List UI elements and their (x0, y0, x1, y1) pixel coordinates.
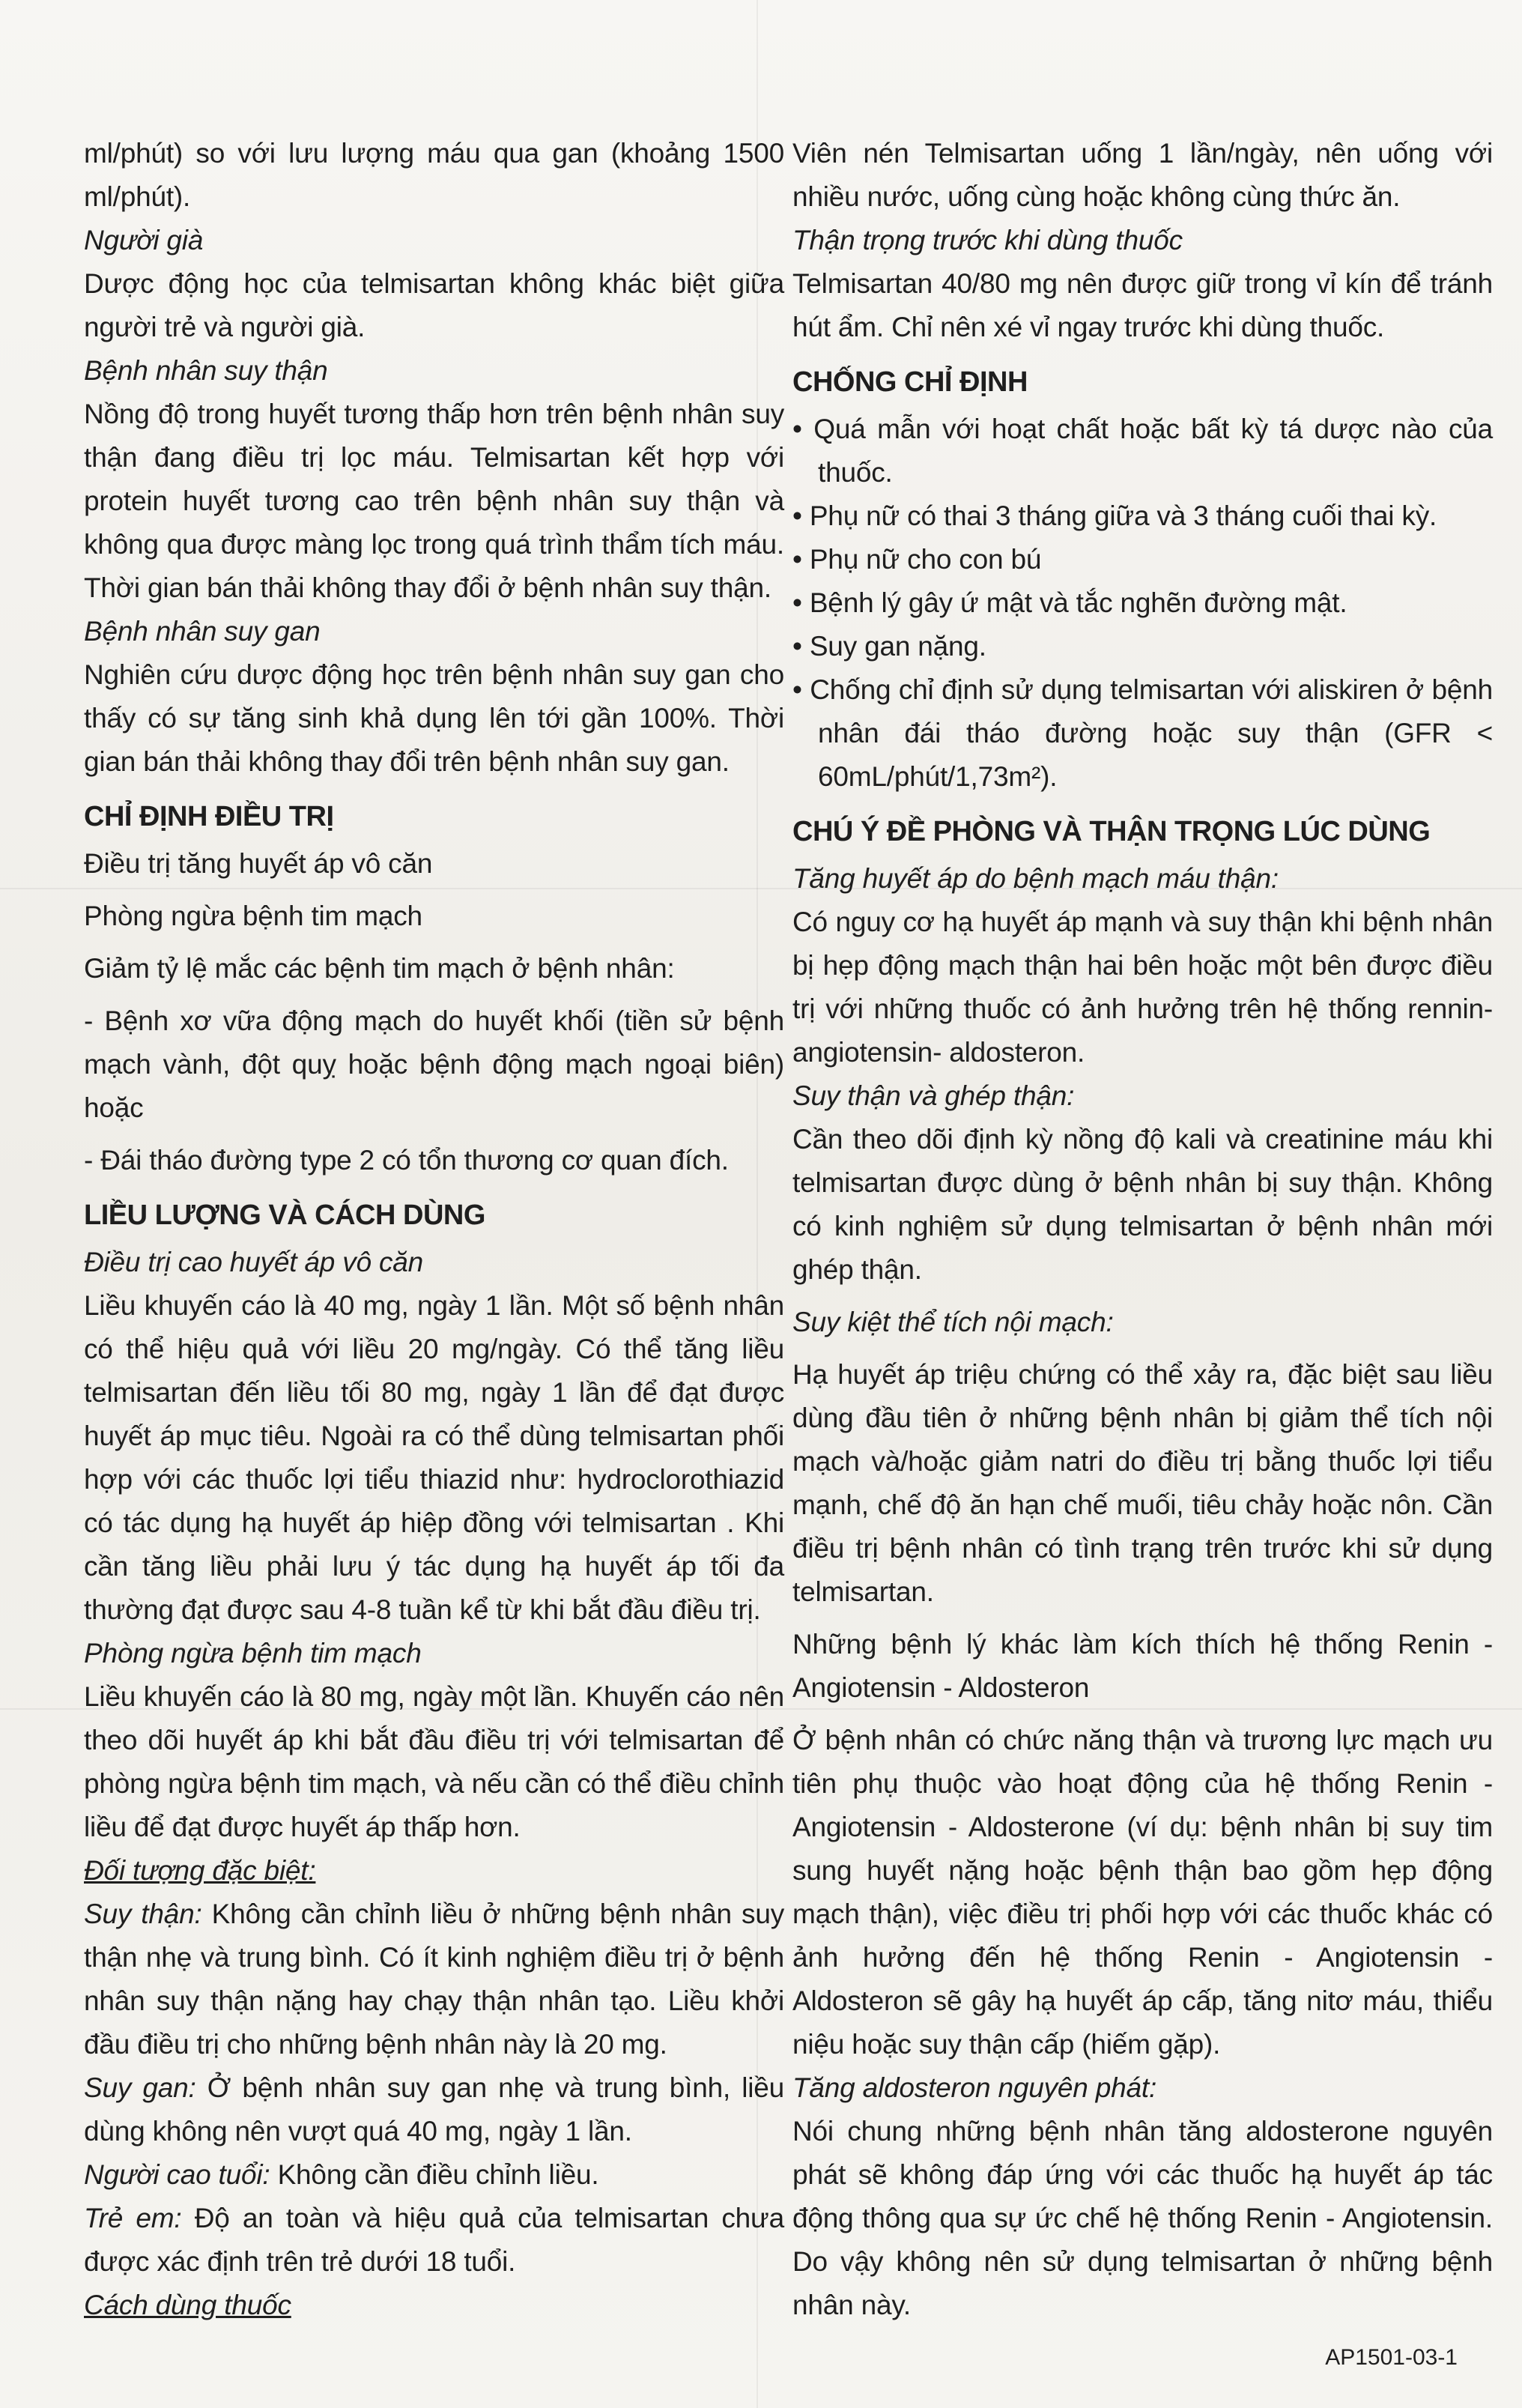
paragraph: Những bệnh lý khác làm kích thích hệ thống Renin - Angiotensin - Aldosteron (792, 1629, 1493, 1703)
paragraph: Cần theo dõi định kỳ nồng độ kali và creatinine máu khi telmisartan được dùng ở bệnh nhân bị suy thận. Không có kinh nghiệm sử dụng telmisartan ở bệnh nhân mới ghép thận. (792, 1124, 1493, 1285)
paragraph: Liều khuyến cáo là 80 mg, ngày một lần. Khuyến cáo nên theo dõi huyết áp khi bắt đầu điều trị với telmisartan để phòng ngừa bệnh tim mạch, và nếu cần có thể điều chỉnh liều để đạt được huyết áp thấp hơn. (84, 1681, 784, 1842)
left-column (84, 132, 784, 2327)
subheading-hepatic: Bệnh nhân suy gan (84, 616, 321, 647)
subheading-aldosteronism: Tăng aldosteron nguyên phát: (792, 2072, 1157, 2103)
paragraph: ml/phút) so với lưu lượng máu qua gan (khoảng 1500 ml/phút). (84, 138, 784, 212)
paragraph: Nồng độ trong huyết tương thấp hơn trên bệnh nhân suy thận đang điều trị lọc máu. Telmisartan kết hợp với protein huyết tương cao trên bệnh nhân suy thận và không qua được màng lọc trong quá trình thẩm tích máu. Thời gian bán thải không thay đổi ở bệnh nhân suy thận. (84, 399, 784, 603)
paragraph: Có nguy cơ hạ huyết áp mạnh và suy thận khi bệnh nhân bị hẹp động mạch thận hai bên hoặc một bên được điều trị với những thuốc có ảnh hưởng trên hệ thống rennin-angiotensin- aldosteron. (792, 907, 1493, 1068)
special-item: Người cao tuổi: Không cần điều chỉnh liều. (84, 2159, 599, 2190)
paragraph: Liều khuyến cáo là 40 mg, ngày 1 lần. Một số bệnh nhân có thể hiệu quả với liều 20 mg/ngày. Có thể tăng liều telmisartan đến liều tối 80 mg, ngày 1 lần để đạt được huyết áp mục tiêu. Ngoài ra có thể dùng telmisartan phối hợp với các thuốc lợi tiểu thiazid như: hydroclorothiazid có tác dụng hạ huyết áp hiệp đồng với telmisartan . Khi cần tăng liều phải lưu ý tác dụng hạ huyết áp tối đa thường đạt được sau 4-8 tuần kể từ khi bắt đầu điều trị. (84, 1290, 784, 1625)
contraindication-item: • Phụ nữ có thai 3 tháng giữa và 3 tháng cuối thai kỳ. (792, 500, 1437, 531)
subheading-volume-depletion: Suy kiệt thể tích nội mạch: (792, 1307, 1114, 1337)
indication-item: - Đái tháo đường type 2 có tổn thương cơ quan đích. (84, 1145, 729, 1176)
section-title-indications: CHỈ ĐỊNH ĐIỀU TRỊ (84, 801, 334, 832)
section-title-dosage: LIỀU LƯỢNG VÀ CÁCH DÙNG (84, 1200, 485, 1231)
special-item: Trẻ em: Độ an toàn và hiệu quả của telmisartan chưa được xác định trên trẻ dưới 18 tuổi. (84, 2203, 784, 2277)
right-column (792, 132, 1493, 2327)
document-code: AP1501-03-1 (1325, 2345, 1458, 2370)
subheading-special-populations: Đối tượng đặc biệt: (84, 1855, 316, 1886)
contraindication-item: • Chống chỉ định sử dụng telmisartan với aliskiren ở bệnh nhân đái tháo đường hoặc suy thận (GFR < 60mL/phút/1,73m²). (792, 674, 1493, 792)
indication-item: Phòng ngừa bệnh tim mạch (84, 901, 422, 931)
indication-item: - Bệnh xơ vữa động mạch do huyết khối (tiền sử bệnh mạch vành, đột quỵ hoặc bệnh động mạch ngoại biên) hoặc (84, 1005, 784, 1123)
subheading-precaution: Thận trọng trước khi dùng thuốc (792, 225, 1183, 255)
special-item: Suy gan: Ở bệnh nhân suy gan nhẹ và trung bình, liều dùng không nên vượt quá 40 mg, ngày 1 lần. (84, 2072, 784, 2147)
contraindication-item: • Quá mẫn với hoạt chất hoặc bất kỳ tá dược nào của thuốc. (792, 414, 1493, 488)
paragraph: Ở bệnh nhân có chức năng thận và trương lực mạch ưu tiên phụ thuộc vào hoạt động của hệ thống Renin - Angiotensin - Aldosterone (ví dụ: bệnh nhân bị suy tim sung huyết nặng hoặc bệnh thận bao gồm hẹp động mạch thận), việc điều trị phối hợp với các thuốc khác có ảnh hưởng đến hệ thống Renin - Angiotensin - Aldosteron sẽ gây hạ huyết áp cấp, tăng nitơ máu, thiểu niệu hoặc suy thận cấp (hiếm gặp). (792, 1725, 1493, 2060)
contraindication-item: • Bệnh lý gây ứ mật và tắc nghẽn đường mật. (792, 587, 1347, 618)
paragraph: Telmisartan 40/80 mg nên được giữ trong vỉ kín để tránh hút ẩm. Chỉ nên xé vỉ ngay trước khi dùng thuốc. (792, 268, 1493, 342)
paragraph: Viên nén Telmisartan uống 1 lần/ngày, nên uống với nhiều nước, uống cùng hoặc không cùng thức ăn. (792, 138, 1493, 212)
subheading-administration: Cách dùng thuốc (84, 2290, 291, 2320)
contraindication-item: • Phụ nữ cho con bú (792, 544, 1042, 575)
paragraph: Nói chung những bệnh nhân tăng aldosterone nguyên phát sẽ không đáp ứng với các thuốc hạ huyết áp tác động thông qua sự ức chế hệ thống Renin - Angiotensin. Do vậy không nên sử dụng telmisartan ở những bệnh nhân này. (792, 2116, 1493, 2320)
special-item: Suy thận: Không cần chỉnh liều ở những bệnh nhân suy thận nhẹ và trung bình. Có ít kinh nghiệm điều trị ở bệnh nhân suy thận nặng hay chạy thận nhân tạo. Liều khởi đầu điều trị cho những bệnh nhân này là 20 mg. (84, 1899, 784, 2060)
subheading-renal-transplant: Suy thận và ghép thận: (792, 1080, 1075, 1111)
subheading-renovascular: Tăng huyết áp do bệnh mạch máu thận: (792, 863, 1279, 894)
subheading-renal: Bệnh nhân suy thận (84, 355, 328, 386)
paragraph: Hạ huyết áp triệu chứng có thể xảy ra, đặc biệt sau liều dùng đầu tiên ở những bệnh nhân bị giảm thể tích nội mạch và/hoặc giảm natri do điều trị bằng thuốc lợi tiểu mạnh, chế độ ăn hạn chế muối, tiêu chảy hoặc nôn. Cần điều trị bệnh nhân có tình trạng trên trước khi sử dụng telmisartan. (792, 1359, 1493, 1607)
section-title-contraindications: CHỐNG CHỈ ĐỊNH (792, 366, 1028, 398)
section-title-warnings: CHÚ Ý ĐỀ PHÒNG VÀ THẬN TRỌNG LÚC DÙNG (792, 816, 1431, 847)
subheading-elderly: Người già (84, 225, 204, 255)
paragraph: Nghiên cứu dược động học trên bệnh nhân suy gan cho thấy có sự tăng sinh khả dụng lên tới gần 100%. Thời gian bán thải không thay đổi trên bệnh nhân suy gan. (84, 659, 784, 777)
subheading-cv-prevention: Phòng ngừa bệnh tim mạch (84, 1638, 422, 1669)
contraindication-item: • Suy gan nặng. (792, 631, 986, 662)
indication-item: Điều trị tăng huyết áp vô căn (84, 848, 433, 879)
paragraph: Dược động học của telmisartan không khác biệt giữa người trẻ và người già. (84, 268, 784, 342)
indication-item: Giảm tỷ lệ mắc các bệnh tim mạch ở bệnh nhân: (84, 953, 675, 984)
subheading-hypertension: Điều trị cao huyết áp vô căn (84, 1247, 424, 1277)
